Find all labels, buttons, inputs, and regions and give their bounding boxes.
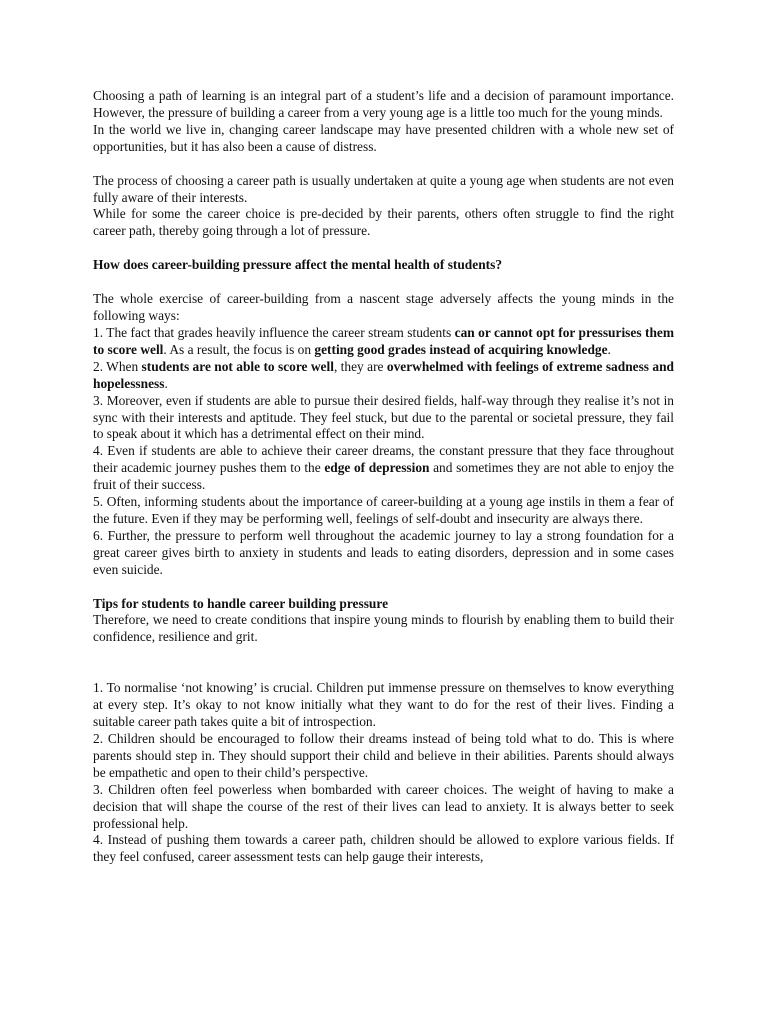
list-item-3: 3. Moreover, even if students are able to pursue their desired fields, half-way through they realise it’s not in sync with their interests and aptitude. They feel stuck, but due to the parental or societal pressure, they fail to speak about it which has a detrimental effect on their mind. [93, 392, 674, 442]
tip-item-2: 2. Children should be encouraged to follow their dreams instead of being told what to do. This is where parents should step in. They should support their child and believe in their abilities. Parents should always be empathetic and open to their child’s perspective. [93, 731, 674, 780]
list-item-1: 1. The fact that grades heavily influence the career stream students can or cannot opt for pressurises them to score well. As a result, the focus is on getting good grades instead of acquiring knowledge. [93, 324, 674, 357]
document-body [93, 88, 674, 866]
list-item-6: 6. Further, the pressure to perform well throughout the academic journey to lay a strong foundation for a great career gives birth to anxiety in students and leads to eating disorders, depression and in some cases even suicide. [93, 527, 674, 577]
list-item-5: 5. Often, informing students about the importance of career-building at a young age instils in them a fear of the future. Even if they may be performing well, feelings of self-doubt and insecurity are always there. [93, 494, 674, 526]
section-heading-tips: Tips for students to handle career building pressure [93, 595, 389, 611]
list-item-4: 4. Even if students are able to achieve their career dreams, the constant pressure that they face throughout their academic journey pushes them to the edge of depression and sometimes they are not able to enjoy the fruit of their success. [93, 443, 674, 493]
intro-paragraph-1: Choosing a path of learning is an integral part of a student’s life and a decision of paramount importance. However, the pressure of building a career from a very young age is a little too much for the young minds. [93, 88, 674, 120]
tip-item-3: 3. Children often feel powerless when bombarded with career choices. The weight of having to make a decision that will shape the course of the rest of their lives can lead to anxiety. It is always better to seek professional help. [93, 781, 674, 831]
tips-lead-paragraph: Therefore, we need to create conditions that inspire young minds to flourish by enabling them to build their confidence, resilience and grit. [93, 612, 674, 645]
tip-item-1: 1. To normalise ‘not knowing’ is crucial. Children put immense pressure on themselves to know everything at every step. It’s okay to not know initially what they want to do for the rest of their lives. Finding a suitable career path takes quite a bit of introspection. [93, 680, 674, 730]
intro-paragraph-3: The process of choosing a career path is usually undertaken at quite a young age when students are not even fully aware of their interests. [93, 172, 674, 205]
list-item-2: 2. When students are not able to score well, they are overwhelmed with feelings of extreme sadness and hopelessness. [93, 358, 674, 391]
section-heading-mental-health: How does career-building pressure affect the mental health of students? [93, 257, 503, 273]
tip-item-4: 4. Instead of pushing them towards a career path, children should be allowed to explore various fields. If they feel confused, career assessment tests can help gauge their interests, [93, 832, 674, 865]
section-lead-paragraph: The whole exercise of career-building from a nascent stage adversely affects the young minds in the following ways: [93, 291, 674, 324]
intro-paragraph-4: While for some the career choice is pre-decided by their parents, others often struggle to find the right career path, thereby going through a lot of pressure. [93, 206, 674, 239]
intro-paragraph-2: In the world we live in, changing career landscape may have presented children with a whole new set of opportunities, but it has also been a cause of distress. [93, 121, 674, 154]
